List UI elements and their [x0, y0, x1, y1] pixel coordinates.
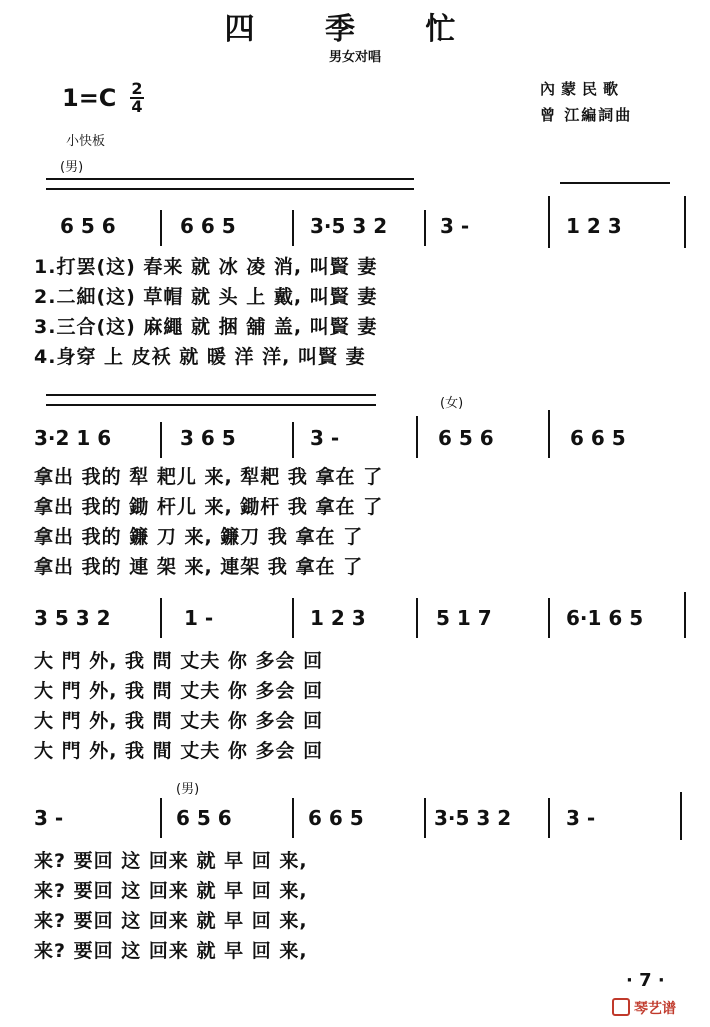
barline: [684, 592, 686, 638]
song-subtitle: 男女对唱: [328, 50, 381, 65]
barline: [160, 598, 162, 638]
barline: [680, 792, 682, 840]
measure-notes: 3 -: [310, 426, 340, 450]
measure-notes: 3 -: [566, 806, 596, 830]
system-rule: [560, 182, 670, 184]
system-rule: [46, 188, 414, 190]
lyric-line: 来? 要回 这 回来 就 早 回 来,: [34, 880, 308, 902]
time-signature: [130, 81, 144, 115]
watermark-text: 琴艺谱: [634, 1001, 676, 1017]
measure-notes: 3 5 3 2: [34, 606, 111, 630]
barline: [548, 598, 550, 638]
voice-label-male-2: (男): [176, 782, 200, 797]
barline: [548, 798, 550, 838]
time-signature-top: 2: [131, 79, 143, 98]
lyric-line: 拿出 我的 犁 耙儿 来, 犁耙 我 拿在 了: [34, 466, 384, 488]
lyric-line: 1.打罢(这) 春来 就 冰 凌 消, 叫賢 妻: [34, 256, 378, 278]
system-rule: [46, 178, 414, 180]
measure-notes: 3 -: [34, 806, 64, 830]
credit-origin: 內蒙民歌: [540, 80, 625, 98]
lyric-line: 3.三合(这) 麻繩 就 捆 舖 盖, 叫賢 妻: [34, 316, 378, 338]
system-rule: [46, 404, 376, 406]
tempo-marking: 小快板: [66, 134, 106, 149]
lyric-line: 拿出 我的 鋤 杆儿 来, 鋤杆 我 拿在 了: [34, 496, 384, 518]
lyric-line: 大 門 外, 我 問 丈夫 你 多会 回: [34, 680, 324, 702]
measure-notes: 6·1 6 5: [566, 606, 644, 630]
measure-notes: 3 6 5: [180, 426, 236, 450]
barline: [292, 798, 294, 838]
measure-notes: 1 2 3: [566, 214, 622, 238]
barline: [684, 196, 686, 248]
measure-notes: 6 5 6: [176, 806, 232, 830]
lyric-line: 4.身穿 上 皮袄 就 暖 洋 洋, 叫賢 妻: [34, 346, 366, 368]
credit-author: 曾 江編詞曲: [540, 106, 633, 124]
measure-notes: 6 5 6: [60, 214, 116, 238]
lyric-line: 大 門 外, 我 問 丈夫 你 多会 回: [34, 650, 324, 672]
measure-notes: 6 5 6: [438, 426, 494, 450]
barline: [160, 422, 162, 458]
barline: [292, 210, 294, 246]
barline: [548, 196, 550, 248]
barline: [292, 598, 294, 638]
lyric-line: 拿出 我的 鐮 刀 来, 鐮刀 我 拿在 了: [34, 526, 364, 548]
key-signature: 1=C: [62, 84, 117, 112]
lyric-line: 来? 要回 这 回来 就 早 回 来,: [34, 910, 308, 932]
voice-label-male: (男): [60, 160, 84, 175]
barline: [548, 410, 550, 458]
barline: [416, 416, 418, 458]
barline: [292, 422, 294, 458]
measure-notes: 1 2 3: [310, 606, 366, 630]
barline: [424, 798, 426, 838]
barline: [160, 798, 162, 838]
barline: [160, 210, 162, 246]
song-title: 四 季 忙: [224, 12, 486, 47]
lyric-line: 大 門 外, 我 間 丈夫 你 多会 回: [34, 740, 324, 762]
measure-notes: 5 1 7: [436, 606, 492, 630]
page-number: · 7 ·: [626, 970, 665, 991]
lyric-line: 大 門 外, 我 問 丈夫 你 多会 回: [34, 710, 324, 732]
measure-notes: 6 6 5: [308, 806, 364, 830]
barline: [416, 598, 418, 638]
lyric-line: 拿出 我的 連 架 来, 連架 我 拿在 了: [34, 556, 364, 578]
measure-notes: 1 -: [184, 606, 214, 630]
music-logo-icon: [612, 998, 630, 1016]
system-rule: [46, 394, 376, 396]
measure-notes: 3·2 1 6: [34, 426, 112, 450]
voice-label-female: (女): [440, 396, 464, 411]
measure-notes: 3 -: [440, 214, 470, 238]
time-signature-bottom: 4: [131, 97, 143, 116]
measure-notes: 3·5 3 2: [310, 214, 388, 238]
measure-notes: 6 6 5: [570, 426, 626, 450]
watermark-logo: [612, 998, 676, 1018]
barline: [424, 210, 426, 246]
lyric-line: 来? 要回 这 回来 就 早 回 来,: [34, 850, 308, 872]
lyric-line: 来? 要回 这 回来 就 早 回 来,: [34, 940, 308, 962]
measure-notes: 3·5 3 2: [434, 806, 512, 830]
measure-notes: 6 6 5: [180, 214, 236, 238]
lyric-line: 2.二細(这) 草帽 就 头 上 戴, 叫賢 妻: [34, 286, 378, 308]
